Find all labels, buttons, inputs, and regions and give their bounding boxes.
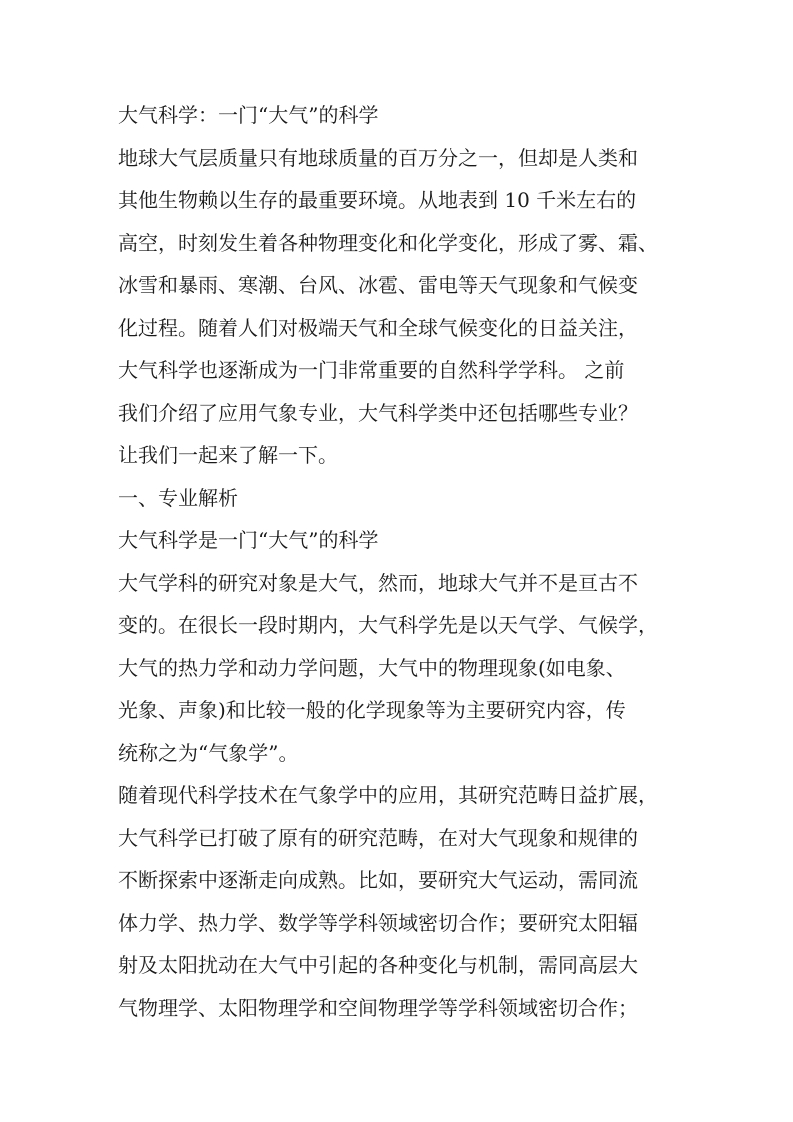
- text-line: 大气的热力学和动力学问题，大气中的物理现象(如电象、: [118, 655, 626, 680]
- text-line: 大气科学：一门“大气”的科学: [118, 103, 379, 127]
- text-line: 不断探索中逐渐走向成熟。比如，要研究大气运动，需同流: [118, 868, 638, 892]
- text-line: 一、专业解析: [118, 485, 238, 510]
- text-line: 大气科学是一门“大气”的科学: [118, 528, 379, 552]
- text-line: 气物理学、太阳物理学和空间物理学等学科领域密切合作；: [118, 995, 638, 1020]
- text-line: 化过程。随着人们对极端天气和全球气候变化的日益关注，: [118, 315, 638, 340]
- text-line: 体力学、热力学、数学等学科领域密切合作；要研究太阳辐: [118, 910, 638, 935]
- text-line: 变的。在很长一段时期内，大气科学先是以天气学、气候学，: [118, 613, 658, 637]
- text-line: 射及太阳扰动在大气中引起的各种变化与机制，需同高层大: [118, 953, 638, 977]
- text-line: 大气科学已打破了原有的研究范畴，在对大气现象和规律的: [118, 825, 638, 850]
- text-line: 我们介绍了应用气象专业，大气科学类中还包括哪些专业？: [118, 400, 638, 425]
- text-line: 冰雪和暴雨、寒潮、台风、冰雹、雷电等天气现象和气候变: [118, 273, 638, 297]
- document-page: [118, 94, 688, 1029]
- text-line: 高空，时刻发生着各种物理变化和化学变化，形成了雾、霜、: [118, 230, 658, 255]
- text-line: 光象、声象)和比较一般的化学现象等为主要研究内容，传: [118, 698, 626, 722]
- text-line: 让我们一起来了解一下。: [118, 443, 338, 467]
- text-line: 统称之为“气象学”。: [118, 740, 299, 765]
- text-line: 其他生物赖以生存的最重要环境。从地表到 10 千米左右的: [118, 188, 637, 212]
- text-line: 大气科学也逐渐成为一门非常重要的自然科学学科。 之前: [118, 358, 625, 382]
- text-line: 随着现代科学技术在气象学中的应用，其研究范畴日益扩展，: [118, 783, 658, 807]
- text-line: 大气学科的研究对象是大气，然而，地球大气并不是亘古不: [118, 570, 638, 595]
- text-line: 地球大气层质量只有地球质量的百万分之一，但却是人类和: [118, 145, 638, 170]
